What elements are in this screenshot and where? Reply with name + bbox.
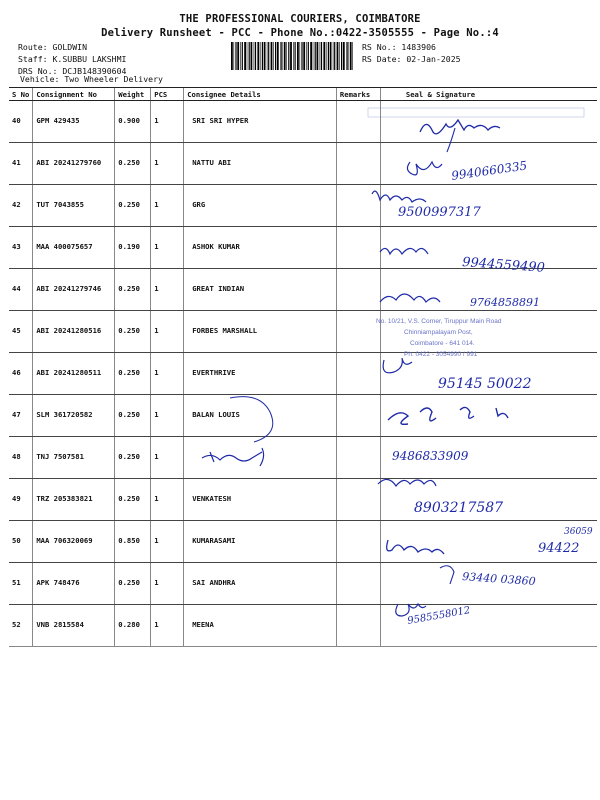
cell-seal-signature xyxy=(380,101,597,143)
delivery-table xyxy=(9,87,597,647)
cell-pcs: 1 xyxy=(151,143,184,185)
cell-weight: 0.250 xyxy=(115,311,151,353)
table-row xyxy=(9,605,597,647)
cell-consignment-no: ABI 20241280516 xyxy=(33,311,115,353)
cell-seal-signature xyxy=(380,185,597,227)
phone-row50a: 94422 xyxy=(538,541,580,556)
cell-remarks xyxy=(336,185,380,227)
cell-pcs: 1 xyxy=(151,563,184,605)
table-row xyxy=(9,353,597,395)
company-title: THE PROFESSIONAL COURIERS, COIMBATORE xyxy=(179,13,421,25)
cell-weight: 0.900 xyxy=(115,101,151,143)
cell-weight: 0.250 xyxy=(115,563,151,605)
phone-row52: 9585558012 xyxy=(406,605,472,627)
cell-sno: 48 xyxy=(9,437,33,479)
runsheet-meta-left xyxy=(18,41,126,77)
svg-text:Coimbatore - 641 014.: Coimbatore - 641 014. xyxy=(410,340,475,347)
table-row xyxy=(9,521,597,563)
col-header-consignee: Consignee Details xyxy=(184,88,337,101)
cell-consignment-no: SLM 361720582 xyxy=(33,395,115,437)
cell-pcs: 1 xyxy=(151,101,184,143)
cell-seal-signature xyxy=(380,143,597,185)
vehicle-label: Vehicle: Two Wheeler Delivery xyxy=(20,74,163,84)
cell-sno: 42 xyxy=(9,185,33,227)
cell-remarks xyxy=(336,479,380,521)
cell-remarks xyxy=(336,227,380,269)
cell-remarks xyxy=(336,563,380,605)
cell-remarks xyxy=(336,605,380,647)
cell-consignee xyxy=(184,437,337,479)
table-row xyxy=(9,311,597,353)
phone-row45: 9764858891 xyxy=(470,296,540,309)
table-row xyxy=(9,101,597,143)
cell-weight: 0.250 xyxy=(115,437,151,479)
phone-row49: 8903217587 xyxy=(414,500,504,516)
cell-weight: 0.250 xyxy=(115,353,151,395)
table-row xyxy=(9,563,597,605)
cell-consignment-no: ABI 20241280511 xyxy=(33,353,115,395)
cell-consignment-no: TUT 7043855 xyxy=(33,185,115,227)
cell-pcs: 1 xyxy=(151,605,184,647)
cell-sno: 44 xyxy=(9,269,33,311)
rs-number: RS No.: 1483906 xyxy=(362,42,436,52)
cell-sno: 52 xyxy=(9,605,33,647)
cell-seal-signature xyxy=(380,605,597,647)
cell-weight: 0.250 xyxy=(115,143,151,185)
cell-pcs: 1 xyxy=(151,269,184,311)
cell-consignee: FORBES MARSHALL xyxy=(184,311,337,353)
cell-sno: 51 xyxy=(9,563,33,605)
cell-seal-signature xyxy=(380,311,597,353)
cell-sno: 49 xyxy=(9,479,33,521)
cell-consignee: BALAN LOUIS xyxy=(184,395,337,437)
cell-consignee: VENKATESH xyxy=(184,479,337,521)
cell-weight: 0.250 xyxy=(115,185,151,227)
cell-weight: 0.190 xyxy=(115,227,151,269)
phone-row43: 9944559490 xyxy=(461,255,546,276)
cell-consignment-no: APK 748476 xyxy=(33,563,115,605)
cell-consignment-no: GPM 429435 xyxy=(33,101,115,143)
cell-seal-signature xyxy=(380,563,597,605)
cell-consignment-no: VNB 2815584 xyxy=(33,605,115,647)
phone-row41: 9940660335 xyxy=(450,158,529,183)
cell-seal-signature xyxy=(380,395,597,437)
barcode-icon xyxy=(231,42,355,70)
cell-pcs: 1 xyxy=(151,185,184,227)
cell-pcs: 1 xyxy=(151,311,184,353)
cell-consignment-no: ABI 20241279746 xyxy=(33,269,115,311)
col-header-consignment: Consignment No xyxy=(33,88,115,101)
table-row xyxy=(9,437,597,479)
cell-consignee: GRG xyxy=(184,185,337,227)
cell-remarks xyxy=(336,437,380,479)
cell-sno: 40 xyxy=(9,101,33,143)
cell-seal-signature xyxy=(380,227,597,269)
col-header-sno: S No xyxy=(9,88,33,101)
cell-weight: 0.250 xyxy=(115,479,151,521)
runsheet-meta-right xyxy=(362,41,461,65)
cell-consignee: ASHOK KUMAR xyxy=(184,227,337,269)
runsheet-subtitle: Delivery Runsheet - PCC - Phone No.:0422-3505555 - Page No.:4 xyxy=(101,27,499,39)
cell-seal-signature xyxy=(380,353,597,395)
rs-date: RS Date: 02-Jan-2025 xyxy=(362,54,461,64)
phone-row50b: 36059 xyxy=(564,527,593,537)
cell-consignee: KUMARASAMI xyxy=(184,521,337,563)
cell-weight: 0.250 xyxy=(115,269,151,311)
phone-row51: 93440 03860 xyxy=(461,570,537,589)
cell-seal-signature xyxy=(380,521,597,563)
cell-sno: 50 xyxy=(9,521,33,563)
cell-seal-signature xyxy=(380,269,597,311)
phone-row46: 95145 50022 xyxy=(438,376,532,392)
cell-consignment-no: MAA 706320069 xyxy=(33,521,115,563)
staff-label: Staff: K.SUBBU LAKSHMI xyxy=(18,54,127,64)
cell-weight: 0.280 xyxy=(115,605,151,647)
cell-consignment-no: ABI 20241279760 xyxy=(33,143,115,185)
cell-pcs: 1 xyxy=(151,395,184,437)
cell-consignee: GREAT INDIAN xyxy=(184,269,337,311)
svg-text:Chinniampalayam Post,: Chinniampalayam Post, xyxy=(404,329,473,336)
cell-seal-signature xyxy=(380,437,597,479)
cell-remarks xyxy=(336,395,380,437)
cell-pcs: 1 xyxy=(151,227,184,269)
table-row xyxy=(9,227,597,269)
cell-remarks xyxy=(336,143,380,185)
svg-text:No. 10/21, V.S. Corner, Tirupp: No. 10/21, V.S. Corner, Tiruppur Main Road xyxy=(376,318,502,325)
cell-weight: 0.250 xyxy=(115,395,151,437)
cell-remarks xyxy=(336,353,380,395)
cell-pcs: 1 xyxy=(151,479,184,521)
route-label: Route: GOLDWIN xyxy=(18,42,88,52)
phone-row48: 9486833909 xyxy=(392,449,469,463)
cell-consignee: MEENA xyxy=(184,605,337,647)
cell-consignee: NATTU ABI xyxy=(184,143,337,185)
drs-number: DRS No.: DCJB148390604 xyxy=(18,66,127,76)
cell-sno: 43 xyxy=(9,227,33,269)
cell-consignment-no: TRZ 205383821 xyxy=(33,479,115,521)
table-row xyxy=(9,395,597,437)
col-header-remarks: Remarks xyxy=(336,88,380,101)
table-row xyxy=(9,269,597,311)
cell-sno: 45 xyxy=(9,311,33,353)
col-header-signature: Seal & Signature xyxy=(380,88,597,101)
cell-remarks xyxy=(336,311,380,353)
cell-pcs: 1 xyxy=(151,437,184,479)
cell-remarks xyxy=(336,101,380,143)
table-header-row xyxy=(9,88,597,101)
svg-text:Ph: 0422 - 3054990 / 991: Ph: 0422 - 3054990 / 991 xyxy=(404,351,478,358)
cell-consignment-no: MAA 400075657 xyxy=(33,227,115,269)
cell-sno: 47 xyxy=(9,395,33,437)
cell-remarks xyxy=(336,269,380,311)
cell-pcs: 1 xyxy=(151,353,184,395)
cell-consignee: SAI ANDHRA xyxy=(184,563,337,605)
phone-row42: 9500997317 xyxy=(398,205,481,220)
cell-consignee: EVERTHRIVE xyxy=(184,353,337,395)
cell-pcs: 1 xyxy=(151,521,184,563)
cell-weight: 0.850 xyxy=(115,521,151,563)
table-row xyxy=(9,185,597,227)
cell-remarks xyxy=(336,521,380,563)
col-header-weight: Weight xyxy=(115,88,151,101)
cell-sno: 46 xyxy=(9,353,33,395)
col-header-pcs: PCS xyxy=(151,88,184,101)
cell-consignee: SRI SRI HYPER xyxy=(184,101,337,143)
cell-consignment-no: TNJ 7507581 xyxy=(33,437,115,479)
table-row xyxy=(9,143,597,185)
cell-sno: 41 xyxy=(9,143,33,185)
table-row xyxy=(9,479,597,521)
cell-seal-signature xyxy=(380,479,597,521)
